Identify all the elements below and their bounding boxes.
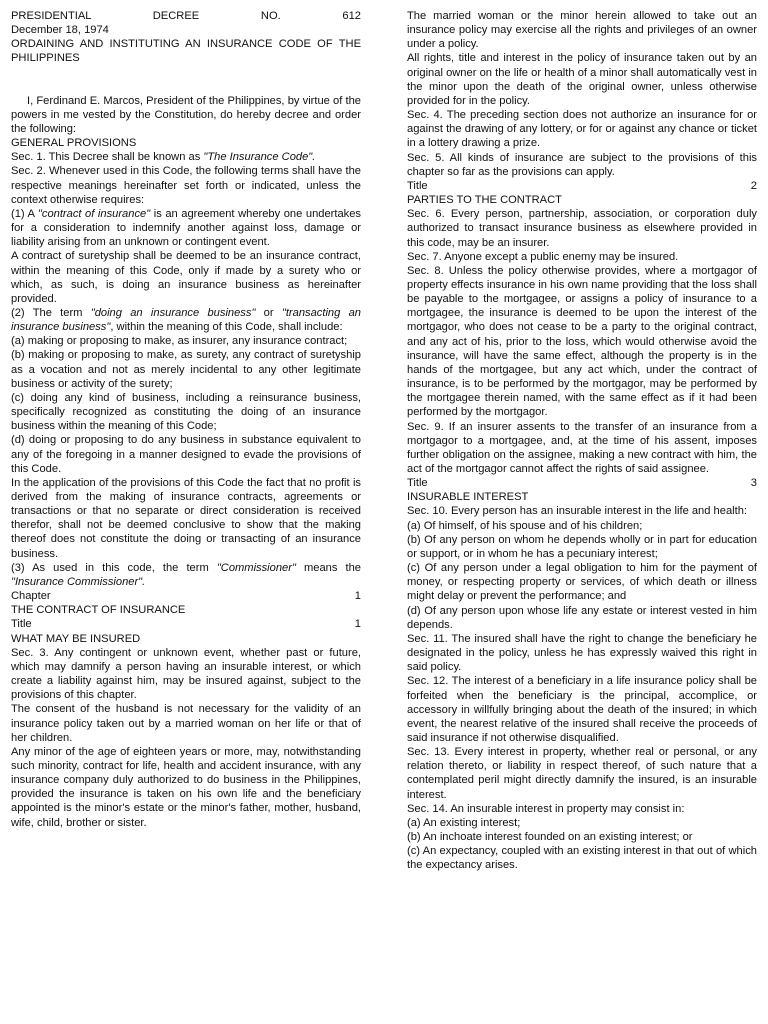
section-14-item-a: (a) An existing interest; xyxy=(407,816,521,829)
section-14: Sec. 14. An insurable interest in property may consist in: xyxy=(407,802,685,815)
definition-3 xyxy=(11,561,361,589)
list-item-d: (d) doing or proposing to do any business in substance equivalent to any of the foregoing in a manner designed to evade the provisions of this Code. xyxy=(11,434,361,475)
section-3: Sec. 3. Any contingent or unknown event, whether past or future, which may damnify a person having an insurable interest, or which create a liability against him, may be insured against, subject to the provisions of this chapter. xyxy=(11,646,361,702)
definition-1 xyxy=(11,207,361,249)
definition-2-lead: (2) The term xyxy=(11,306,91,319)
section-11: Sec. 11. The insured shall have the right to change the beneficiary he designated in the policy, unless he has expressly waived this right in said policy. xyxy=(407,632,757,674)
list-item-b: (b) making or proposing to make, as surety, any contract of suretyship as a vocation and not as merely incidental to any other legitimate business or activity of the surety; xyxy=(11,349,361,390)
definition-1-text: is an agreement whereby one undertakes for a consideration to indemnify another against loss, damage or liability arising from an unknown or contingent event. xyxy=(11,207,361,249)
title-number: 3 xyxy=(750,477,757,490)
title-number: 1 xyxy=(354,618,361,631)
definition-2-text: , within the meaning of this Code, shall include: xyxy=(110,321,343,334)
chapter-label: Chapter xyxy=(11,590,51,603)
definition-2-term-1: "doing an insurance business" xyxy=(90,306,256,319)
general-provisions-heading: GENERAL PROVISIONS xyxy=(11,137,137,150)
section-1-text: Sec. 1. This Decree shall be known as xyxy=(11,151,204,164)
chapter-number: 1 xyxy=(354,590,361,603)
section-2: Sec. 2. Whenever used in this Code, the following terms shall have the respective meanings hereinafter set forth or indicated, unless the context otherwise requires: xyxy=(11,165,361,206)
title-label: Title xyxy=(407,477,428,490)
section-10-item-a: (a) Of himself, of his spouse and of his children; xyxy=(407,519,643,532)
minor-paragraph: Any minor of the age of eighteen years or more, may, notwithstanding such minority, contract for life, health and accident insurance, with any insurance company duly authorized to do business in the Philippines, provided the insurance is taken on his own life and the beneficiary appointed is the minor's estate or the minor's father, mother, husband, wife, child, brother or sister. xyxy=(11,745,361,829)
section-12: Sec. 12. The interest of a beneficiary in a life insurance policy shall be forfeited when the beneficiary is the principal, accomplice, or accessory in willfully bringing about the death of the insured; in which event, the nearest relative of the insured shall receive the proceeds of said insurance if not otherwise disqualified. xyxy=(407,675,757,744)
left-column xyxy=(11,9,361,830)
definition-2-term-2: "transacting an insurance business" xyxy=(11,306,361,334)
section-8: Sec. 8. Unless the policy otherwise provides, where a mortgagor of property effects insurance in his own name providing that the loss shall be payable to the mortgagee, or assigns a policy of insurance to a mortgagee, the insurance is deemed to be upon the interest of the mortgagor, who does not cease to be a party to the original contract, and any act of his, prior to the loss, which would otherwise avoid the insurance, will have the same effect, although the property is in the hands of the mortgagee, but any act which, under the contract of insurance, is to be performed by the mortgagor, may be performed by the mortgagee therein named, with the same effect as if it had been performed by the mortgagor. xyxy=(407,264,757,419)
title-2-heading xyxy=(407,179,757,193)
definition-3-term: "Commissioner" xyxy=(216,561,296,574)
married-woman-paragraph: The married woman or the minor herein allowed to take out an insurance policy may exercise all the rights and privileges of an owner under a policy. xyxy=(407,10,757,51)
section-5: Sec. 5. All kinds of insurance are subject to the provisions of this chapter so far as the provisions can apply. xyxy=(407,151,757,178)
section-13: Sec. 13. Every interest in property, whether real or personal, or any relation thereto, or liability in respect thereof, of such nature that a contemplated peril might directly damnify the insured, is an insurable interest. xyxy=(407,746,757,801)
section-14-item-b: (b) An inchoate interest founded on an existing interest; or xyxy=(407,831,693,844)
section-10-item-c: (c) Of any person under a legal obligation to him for the payment of money, or respecting property or services, of which death or illness might delay or prevent the performance; and xyxy=(407,562,757,603)
insurable-interest-heading: INSURABLE INTEREST xyxy=(407,491,529,504)
rights-paragraph: All rights, title and interest in the policy of insurance taken out by an original owner on the life or health of a minor shall automatically vest in the minor upon the death of the original owner, unless otherwise provided for in the policy. xyxy=(407,52,757,107)
consent-paragraph: The consent of the husband is not necessary for the validity of an insurance policy taken out by a married woman on her life or that of her children. xyxy=(11,703,361,744)
what-insured-heading: WHAT MAY BE INSURED xyxy=(11,632,141,645)
definition-3-text: means the xyxy=(295,561,362,574)
title-label: Title xyxy=(407,179,428,192)
parties-heading: PARTIES TO THE CONTRACT xyxy=(407,194,562,207)
decree-title: ORDAINING AND INSTITUTING AN INSURANCE CODE OF THE PHILIPPINES xyxy=(11,38,361,65)
section-6: Sec. 6. Every person, partnership, association, or corporation duly authorized to transact insurance business as elsewhere provided in this code, may be an insurer. xyxy=(407,208,757,249)
section-7: Sec. 7. Anyone except a public enemy may be insured. xyxy=(407,250,679,263)
list-item-c: (c) doing any kind of business, including a reinsurance business, specifically recognized as constituting the doing of an insurance business within the meaning of this Code; xyxy=(11,391,361,433)
section-9: Sec. 9. If an insurer assents to the transfer of an insurance from a mortgagor to a mortgagee, and, at the time of his assent, imposes further obligation on the assignee, making a new contract with him, the act of the mortgagor cannot affect the rights of said assignee. xyxy=(407,420,757,475)
right-column xyxy=(407,9,757,873)
section-1-italic: "The Insurance Code". xyxy=(203,151,316,164)
section-10-item-d: (d) Of any person upon whose life any estate or interest vested in him depends. xyxy=(407,604,757,631)
contract-heading: THE CONTRACT OF INSURANCE xyxy=(11,604,186,617)
chapter-heading xyxy=(11,589,361,603)
section-14-item-c: (c) An expectancy, coupled with an existing interest in that out of which the expectancy arises. xyxy=(407,845,757,872)
intro-paragraph: I, Ferdinand E. Marcos, President of the Philippines, by virtue of the powers in me vested by the Constitution, do hereby decree and order the following: xyxy=(11,94,361,135)
title-1-heading xyxy=(11,617,361,631)
title-number: 2 xyxy=(750,179,757,192)
section-1 xyxy=(11,150,361,164)
section-10-item-b: (b) Of any person on whom he depends wholly or in part for education or support, or in whom he has a pecuniary interest; xyxy=(407,533,757,560)
definition-1-lead: (1) A xyxy=(11,207,38,220)
decree-header: PRESIDENTIAL DECREE NO. 612 xyxy=(11,10,361,22)
definition-1-term: "contract of insurance" xyxy=(37,207,151,220)
list-item-a: (a) making or proposing to make, as insurer, any insurance contract; xyxy=(11,335,348,348)
title-3-heading xyxy=(407,476,757,490)
section-4: Sec. 4. The preceding section does not authorize an insurance for or against the drawing of any lottery, or for or against any chance or ticket in a lottery drawing a prize. xyxy=(407,109,757,150)
decree-date: December 18, 1974 xyxy=(11,24,109,37)
title-label: Title xyxy=(11,618,32,631)
definition-3-term-2: "Insurance Commissioner". xyxy=(11,575,146,588)
suretyship-paragraph: A contract of suretyship shall be deemed to be an insurance contract, within the meaning of this Code, only if made by a surety who or which, as such, is doing an insurance business as hereinafter provided. xyxy=(11,250,361,305)
definition-3-lead: (3) As used in this code, the term xyxy=(11,561,217,574)
section-10: Sec. 10. Every person has an insurable interest in the life and health: xyxy=(407,505,747,518)
definition-2 xyxy=(11,306,361,334)
definition-2-or: or xyxy=(255,306,282,319)
application-paragraph: In the application of the provisions of this Code the fact that no profit is derived from the making of insurance contracts, agreements or transactions or that no separate or direct consideration is received therefor, shall not be deemed conclusive to show that the making thereof does not constitute the doing or transacting of an insurance business. xyxy=(11,476,361,560)
